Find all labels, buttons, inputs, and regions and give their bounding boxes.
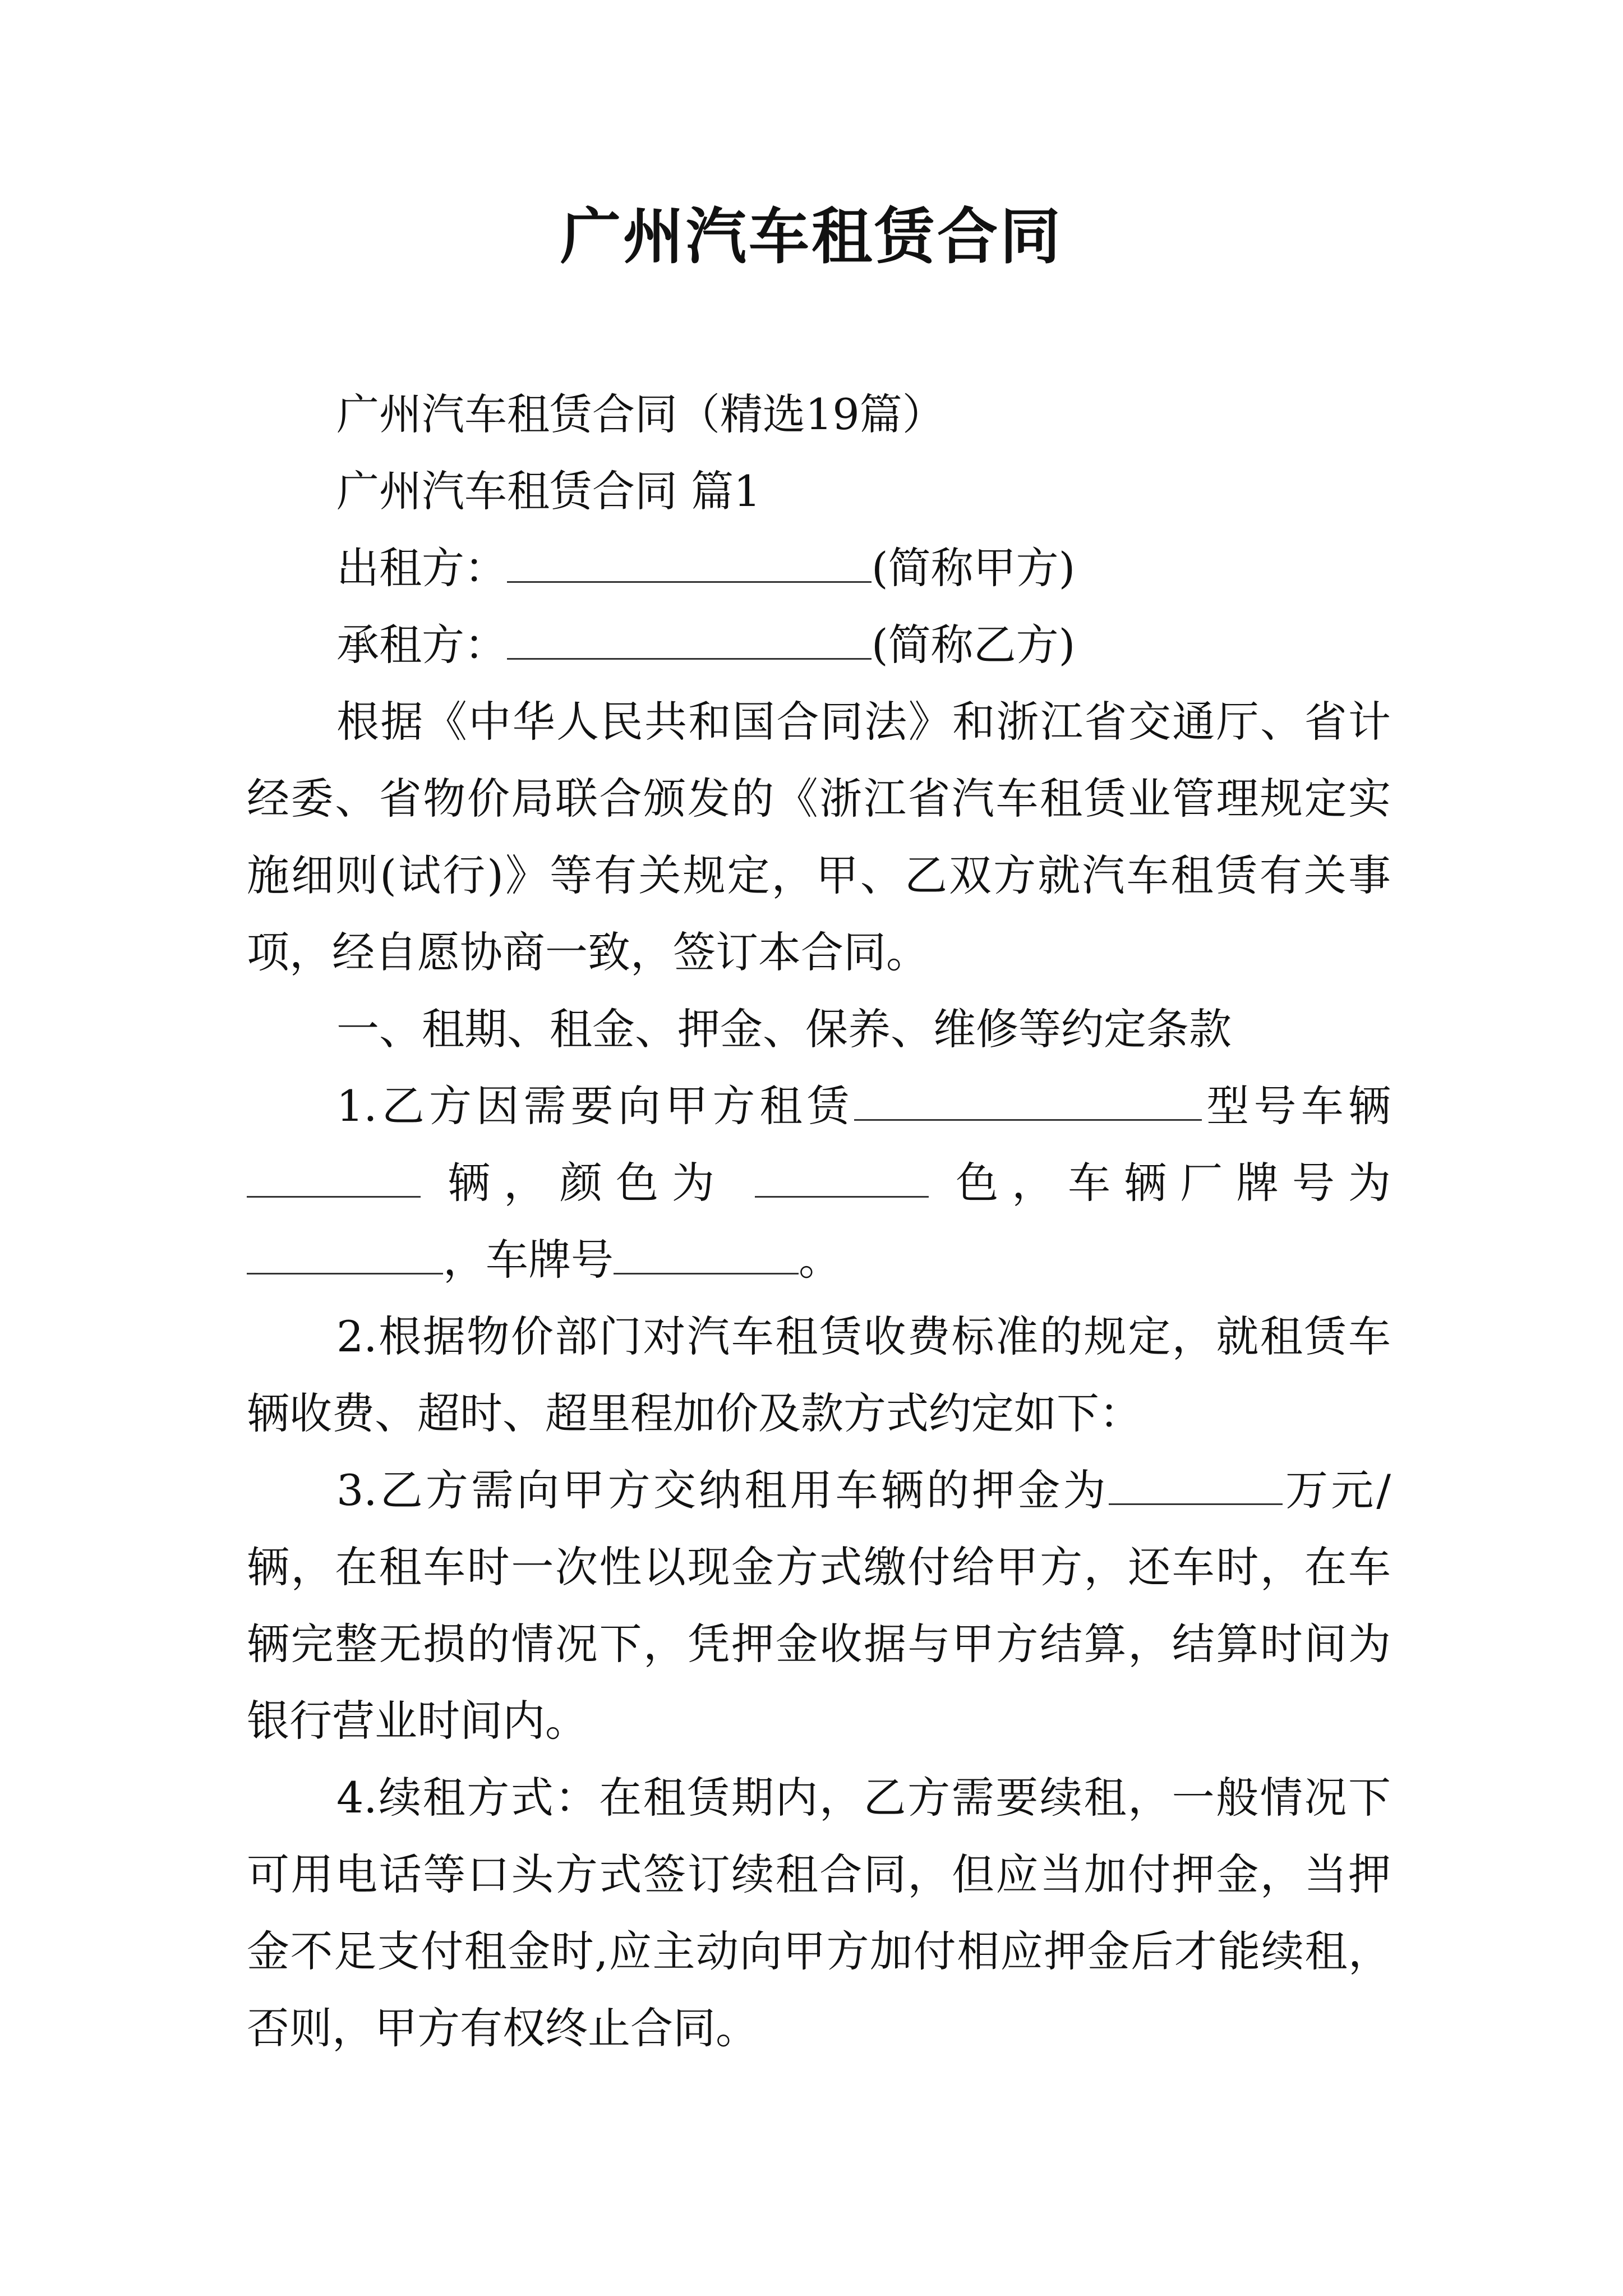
lessor-suffix: (简称甲方) (872, 543, 1076, 593)
lessee-line (247, 606, 1391, 683)
lessee-label: 承租方： (336, 620, 507, 670)
item-1-text-c: 辆，颜色为 (448, 1158, 728, 1208)
section-heading: 广州汽车租赁合同 篇1 (336, 466, 761, 516)
item-4: 4.续租方式：在租赁期内，乙方需要续租，一般情况下可用电话等口头方式签订续租合同，但应当加付押金，当押金不足支付租金时,应主动向甲方加付相应押金后才能续租，否则，甲方有权终止合同。 (247, 1773, 1391, 2053)
document-title: 广州汽车租赁合同 (560, 201, 1063, 272)
intro-paragraph: 根据《中华人民共和国合同法》和浙江省交通厅、省计经委、省物价局联合颁发的《浙江省汽车租赁业管理规定实施细则(试行)》等有关规定，甲、乙双方就汽车租赁有关事项，经自愿协商一致，签订本合同。 (247, 697, 1391, 977)
item-1-text-b: 型号车辆 (1202, 1081, 1391, 1131)
item-3-text-b: 万元/辆，在租车时一次性以现金方式缴付给甲方，还车时，在车辆完整无损的情况下，凭押金收据与甲方结算，结算时间为银行营业时间内。 (247, 1465, 1391, 1746)
lessor-label: 出租方： (336, 543, 507, 593)
item-1-text-e: ，车牌号 (443, 1235, 614, 1285)
brand-blank (247, 1239, 443, 1274)
item-1-text-f: 。 (799, 1235, 841, 1285)
lessor-line (247, 530, 1391, 606)
lessor-blank (507, 547, 872, 583)
item-1-text-a: 1.乙方因需要向甲方租赁 (336, 1081, 855, 1131)
color-blank (755, 1162, 929, 1198)
item-3-text-a: 3.乙方需向甲方交纳租用车辆的押金为 (336, 1465, 1109, 1515)
deposit-blank (1109, 1470, 1283, 1505)
lessee-blank (507, 624, 872, 660)
subtitle: 广州汽车租赁合同（精选19篇） (336, 389, 945, 439)
lessee-suffix: (简称乙方) (872, 620, 1076, 670)
item-2: 2.根据物价部门对汽车租赁收费标准的规定，就租赁车辆收费、超时、超里程加价及款方式约定如下： (247, 1312, 1391, 1438)
document-body (247, 376, 1391, 2067)
plate-blank (614, 1239, 799, 1274)
quantity-blank (247, 1162, 421, 1198)
clause-heading: 一、租期、租金、押金、保养、维修等约定条款 (336, 1004, 1232, 1054)
item-1 (247, 1068, 1391, 1298)
item-3 (247, 1452, 1391, 1759)
item-1-text-d: 色，车辆厂牌号为 (956, 1158, 1391, 1208)
model-blank (854, 1085, 1202, 1121)
